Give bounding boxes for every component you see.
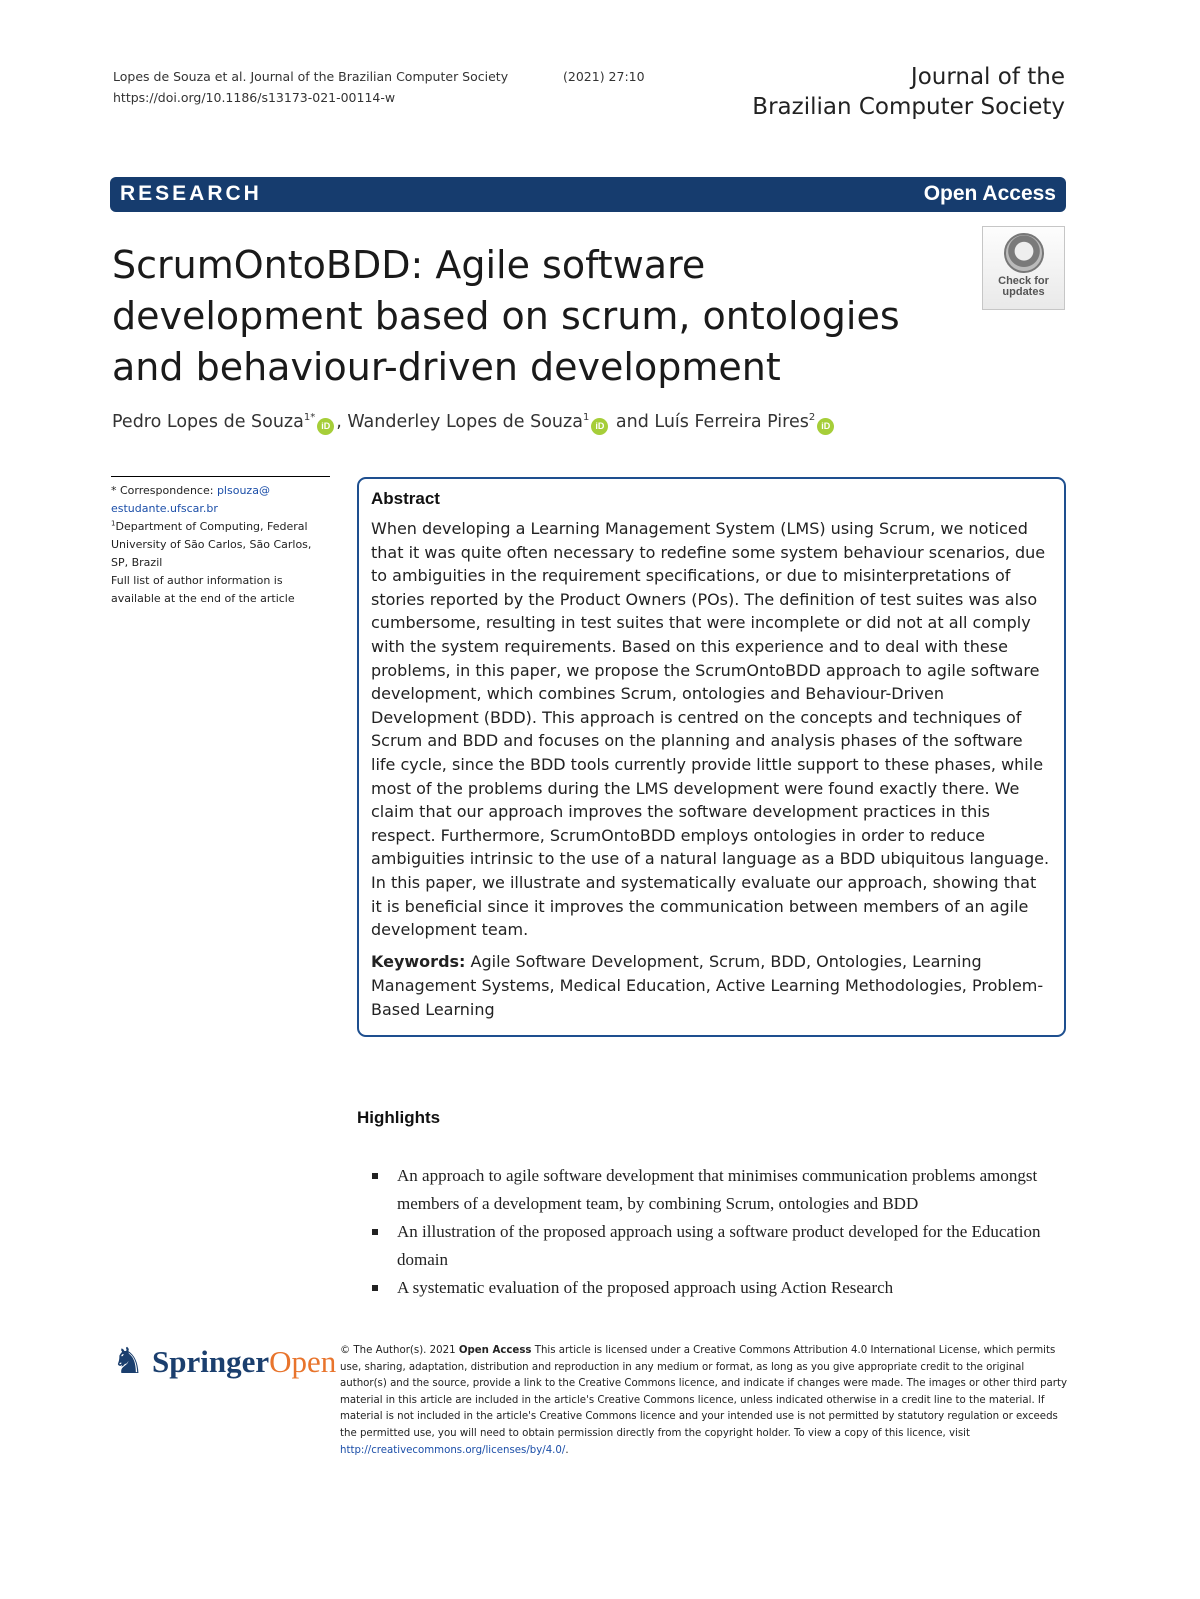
author-list — [112, 409, 836, 435]
publisher-name-part-1: Springer — [152, 1344, 270, 1379]
doi-link[interactable]: https://doi.org/10.1186/s13173-021-00114-w — [113, 90, 396, 105]
highlight-item: An illustration of the proposed approach using a software product developed for the Education domain — [372, 1218, 1062, 1274]
publisher-name-part-2: Open — [269, 1344, 337, 1379]
license-notice — [340, 1343, 1067, 1459]
open-access-label: Open Access — [923, 182, 1056, 205]
highlights-list — [372, 1162, 1062, 1302]
journal-name-line-2: Brazilian Computer Society — [752, 94, 1065, 120]
abstract-text: When developing a Learning Management System (LMS) using Scrum, we noticed that it was quite often necessary to redefine some system behaviour scenarios, due to ambiguities in the requirement specifications, or due to misinterpretations of stories reported by the Product Owners (POs). The definition of test suites was also cumbersome, resulting in test suites that were incomplete or did not at all comply with the system requirements. Based on this experience and to deal with these problems, in this paper, we propose the ScrumOntoBDD approach to agile software development, which combines Scrum, ontologies and Behaviour-Driven Development (BDD). This approach is centred on the concepts and techniques of Scrum and BDD and focuses on the planning and analysis phases of the software life cycle, since the BDD tools currently provide little support to these phases, while most of the problems during the LMS development were found exactly there. We claim that our approach improves the software development practices in this respect. Furthermore, ScrumOntoBDD employs ontologies in order to reduce ambiguities intrinsic to the use of a natural language as a BDD ubiquitous language. In this paper, we illustrate and systematically evaluate our approach, showing that it is beneficial since it improves the communication between members of an agile development team. — [371, 519, 1050, 940]
keywords-label: Keywords: — [371, 951, 466, 971]
citation-header — [113, 66, 645, 108]
author-3-sup: 2 — [808, 412, 816, 424]
highlights-heading: Highlights — [357, 1108, 441, 1127]
author-separator-2: and — [610, 412, 655, 432]
journal-name-line-1: Journal of the — [910, 64, 1065, 90]
journal-name — [752, 62, 1065, 122]
author-2-name[interactable]: Wanderley Lopes de Souza — [347, 412, 583, 432]
license-open-access: Open Access — [458, 1345, 532, 1356]
correspondence-info — [111, 476, 330, 608]
citation-line: Lopes de Souza et al. Journal of the Brazilian Computer Society — [113, 69, 509, 84]
keywords — [371, 950, 1052, 1022]
section-banner — [110, 177, 1066, 212]
crossmark-icon — [1004, 233, 1044, 273]
highlight-item: An approach to agile software development that minimises communication problems amongst members of a development team, by combining Scrum, ontologies and BDD — [372, 1162, 1062, 1218]
affiliation — [111, 518, 330, 572]
license-link[interactable]: http://creativecommons.org/licenses/by/4.0/ — [340, 1444, 566, 1456]
author-separator-1: , — [336, 412, 348, 432]
orcid-icon[interactable]: iD — [591, 418, 608, 435]
license-tail: . — [565, 1444, 569, 1456]
abstract-heading: Abstract — [371, 489, 440, 508]
license-text: This article is licensed under a Creative Commons Attribution 4.0 International License, which permits use, sharing, adaptation, distribution and reproduction in any medium or format, as long as you give appropriate credit to the original author(s) and the source, provide a link to the Creative Commons licence, and indicate if changes were made. The images or other third party material in this article are included in the article's Creative Commons licence, unless indicated otherwise in a credit line to the material. If material is not included in the article's Creative Commons licence and your intended use is not permitted by statutory regulation or exceeds the permitted use, you will need to obtain permission directly from the copyright holder. To view a copy of this licence, visit — [340, 1345, 1067, 1439]
orcid-icon[interactable]: iD — [317, 418, 334, 435]
section-label: RESEARCH — [120, 182, 262, 205]
correspondence-email-domain[interactable]: estudante.ufscar.br — [111, 502, 218, 515]
correspondence — [111, 482, 330, 518]
highlight-item: A systematic evaluation of the proposed approach using Action Research — [372, 1274, 1062, 1302]
springer-horse-icon: ♞ — [112, 1341, 145, 1382]
check-line-2: updates — [1002, 286, 1045, 298]
license-lead: © The Author(s). 2021 — [340, 1345, 459, 1356]
check-for-updates-badge[interactable] — [982, 226, 1065, 310]
affiliation-sup: 1 — [111, 519, 116, 528]
check-line-1: Check for — [998, 275, 1049, 287]
author-2-sup: 1 — [582, 412, 590, 424]
abstract-box — [357, 477, 1066, 1037]
orcid-icon[interactable]: iD — [817, 418, 834, 435]
correspondence-label: * Correspondence: — [111, 484, 217, 497]
article-title: ScrumOntoBDD: Agile software development based on scrum, ontologies and behaviour-driven development — [112, 243, 900, 389]
author-1-name[interactable]: Pedro Lopes de Souza — [112, 412, 304, 432]
correspondence-email[interactable]: plsouza@ — [216, 484, 270, 497]
year-volume: (2021) 27:10 — [563, 69, 645, 84]
keywords-list: Agile Software Development, Scrum, BDD, Ontologies, Learning Management Systems, Medical Education, Active Learning Methodologies, Problem-Based Learning — [371, 951, 1044, 1019]
publisher-name — [152, 1344, 336, 1380]
author-1-sup: 1* — [303, 412, 316, 424]
author-info-note: Full list of author information is available at the end of the article — [111, 574, 295, 605]
affiliation-text: Department of Computing, Federal University of São Carlos, São Carlos, SP, Brazil — [111, 520, 312, 569]
author-3-name[interactable]: Luís Ferreira Pires — [654, 412, 809, 432]
check-for-updates-text — [983, 276, 1064, 298]
